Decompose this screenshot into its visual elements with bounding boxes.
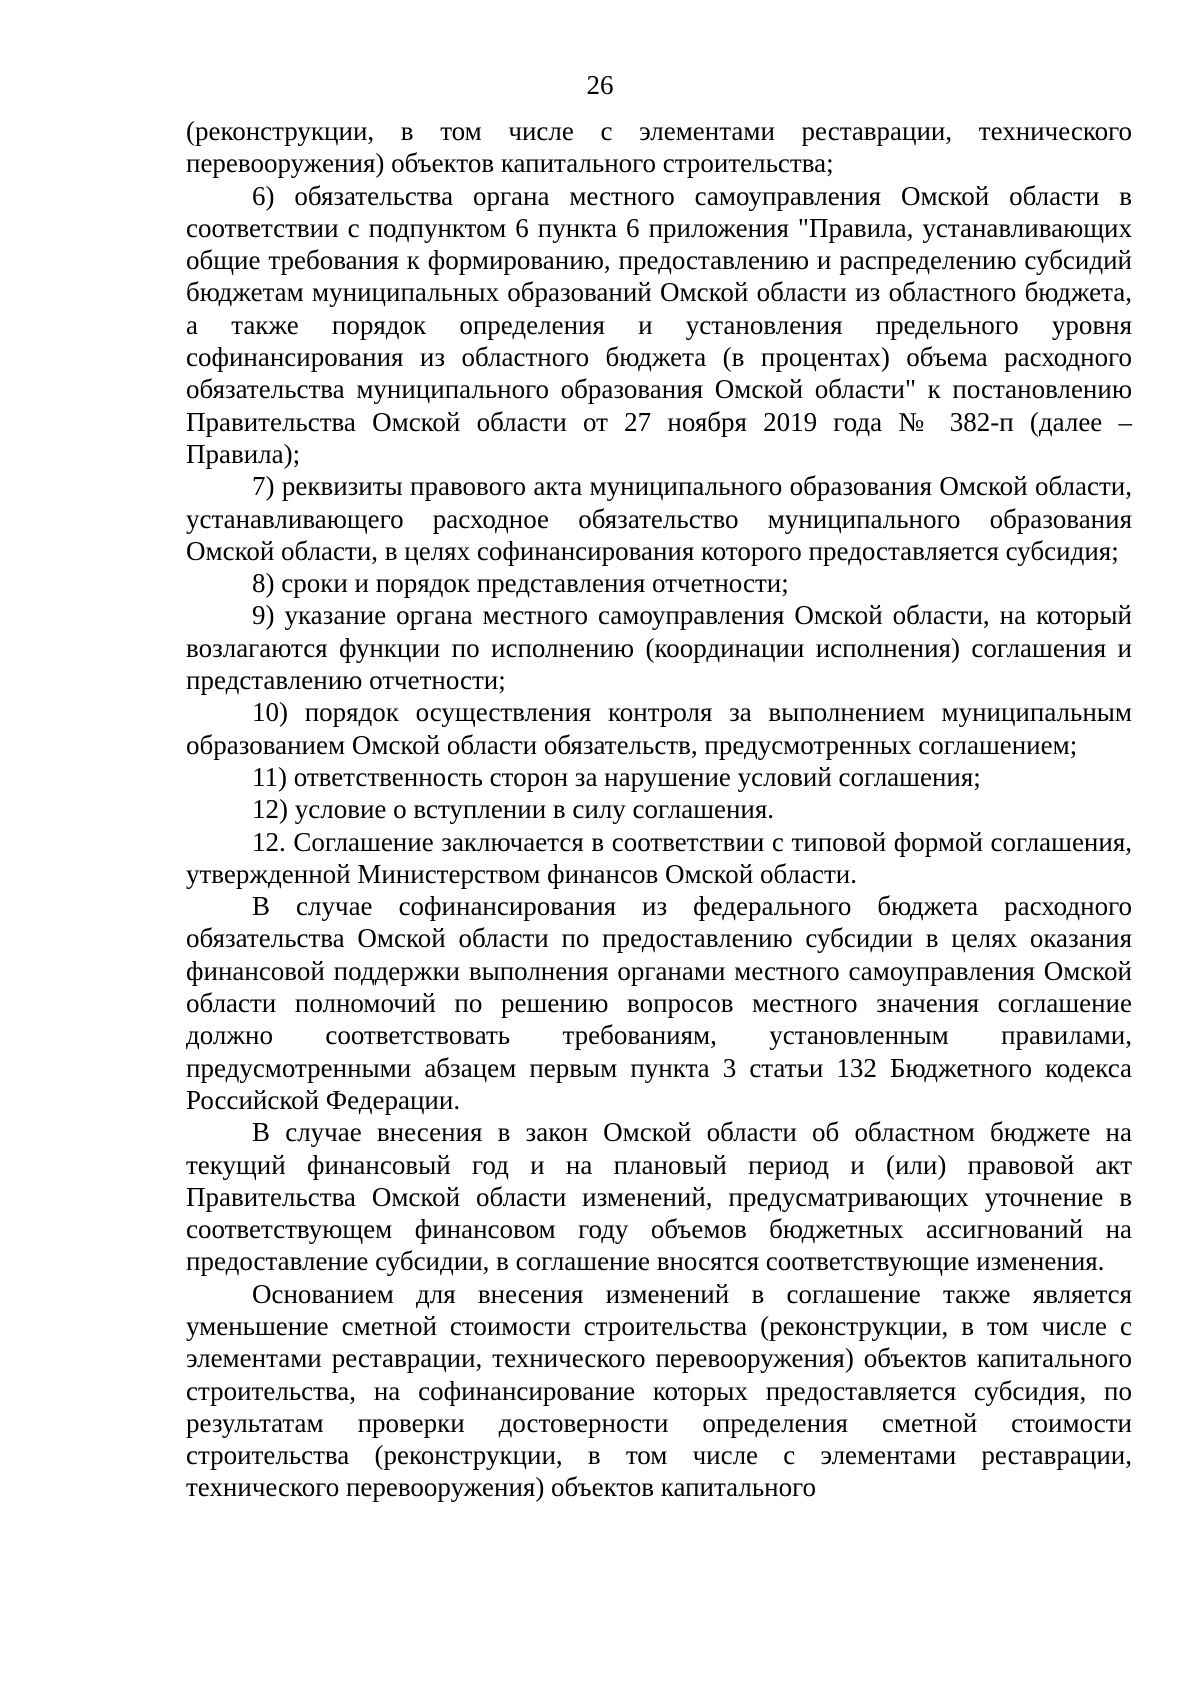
paragraph-item-12: 12) условие о вступлении в силу соглашения. bbox=[252, 794, 775, 825]
paragraph-continuation: (реконструкции, в том числе с элементами реставрации, технического перевооружения) объектов капитального строительства; bbox=[186, 116, 1132, 179]
paragraph-item-7: 7) реквизиты правового акта муниципального образования Омской области, устанавливающего расходное обязательство муниципального образования Омской области, в целях софинансирования которого предоставляется субсидия; bbox=[186, 471, 1132, 566]
paragraph-item-11: 11) ответственность сторон за нарушение условий соглашения; bbox=[252, 761, 981, 792]
paragraph-item-10: 10) порядок осуществления контроля за выполнением муниципальным образованием Омской области обязательств, предусмотренных соглашением; bbox=[186, 697, 1132, 760]
paragraph-grounds-for-changes: Основанием для внесения изменений в соглашение также является уменьшение сметной стоимости строительства (реконструкции, в том числе с элементами реставрации, технического перевооружения) объектов капитального строительства, на софинансирование которых предоставляется субсидия, по результатам проверки достоверности определения сметной стоимости строительства (реконструкции, в том числе с элементами реставрации, технического перевооружения) объектов капитального bbox=[186, 1278, 1132, 1503]
paragraph-item-8: 8) сроки и порядок представления отчетности; bbox=[252, 568, 789, 599]
page-number: 26 bbox=[586, 70, 614, 100]
paragraph-item-9: 9) указание органа местного самоуправления Омской области, на который возлагаются функции по исполнению (координации исполнения) соглашения и представлению отчетности; bbox=[186, 600, 1132, 696]
paragraph-section-12: 12. Соглашение заключается в соответствии с типовой формой соглашения, утвержденной Министерством финансов Омской области. bbox=[186, 826, 1132, 889]
paragraph-federal-cofinancing: В случае софинансирования из федерального бюджета расходного обязательства Омской области по предоставлению субсидии в целях оказания финансовой поддержки выполнения органами местного самоуправления Омской области полномочий по решению вопросов местного значения соглашение должно соответствовать требованиям, установленным правилами, предусмотренными абзацем первым пункта 3 статьи 132 Бюджетного кодекса Российской Федерации. bbox=[186, 891, 1132, 1115]
paragraph-budget-law-changes: В случае внесения в закон Омской области об областном бюджете на текущий финансовый год и на плановый период и (или) правовой акт Правительства Омской области изменений, предусматривающих уточнение в соответствующем финансовом году объемов бюджетных ассигнований на предоставление субсидии, в соглашение вносятся соответствующие изменения. bbox=[186, 1117, 1132, 1277]
document-body bbox=[186, 115, 1132, 1504]
paragraph-item-6: 6) обязательства органа местного самоуправления Омской области в соответствии с подпунктом 6 пункта 6 приложения "Правила, устанавливающих общие требования к формированию, предоставлению и распределению субсидий бюджетам муниципальных образований Омской области из областного бюджета, а также порядок определения и установления предельного уровня софинансирования из областного бюджета (в процентах) объема расходного обязательства муниципального образования Омской области" к постановлению Правительства Омской области от 27 ноября 2019 года № 382-п (далее – Правила); bbox=[186, 180, 1132, 469]
